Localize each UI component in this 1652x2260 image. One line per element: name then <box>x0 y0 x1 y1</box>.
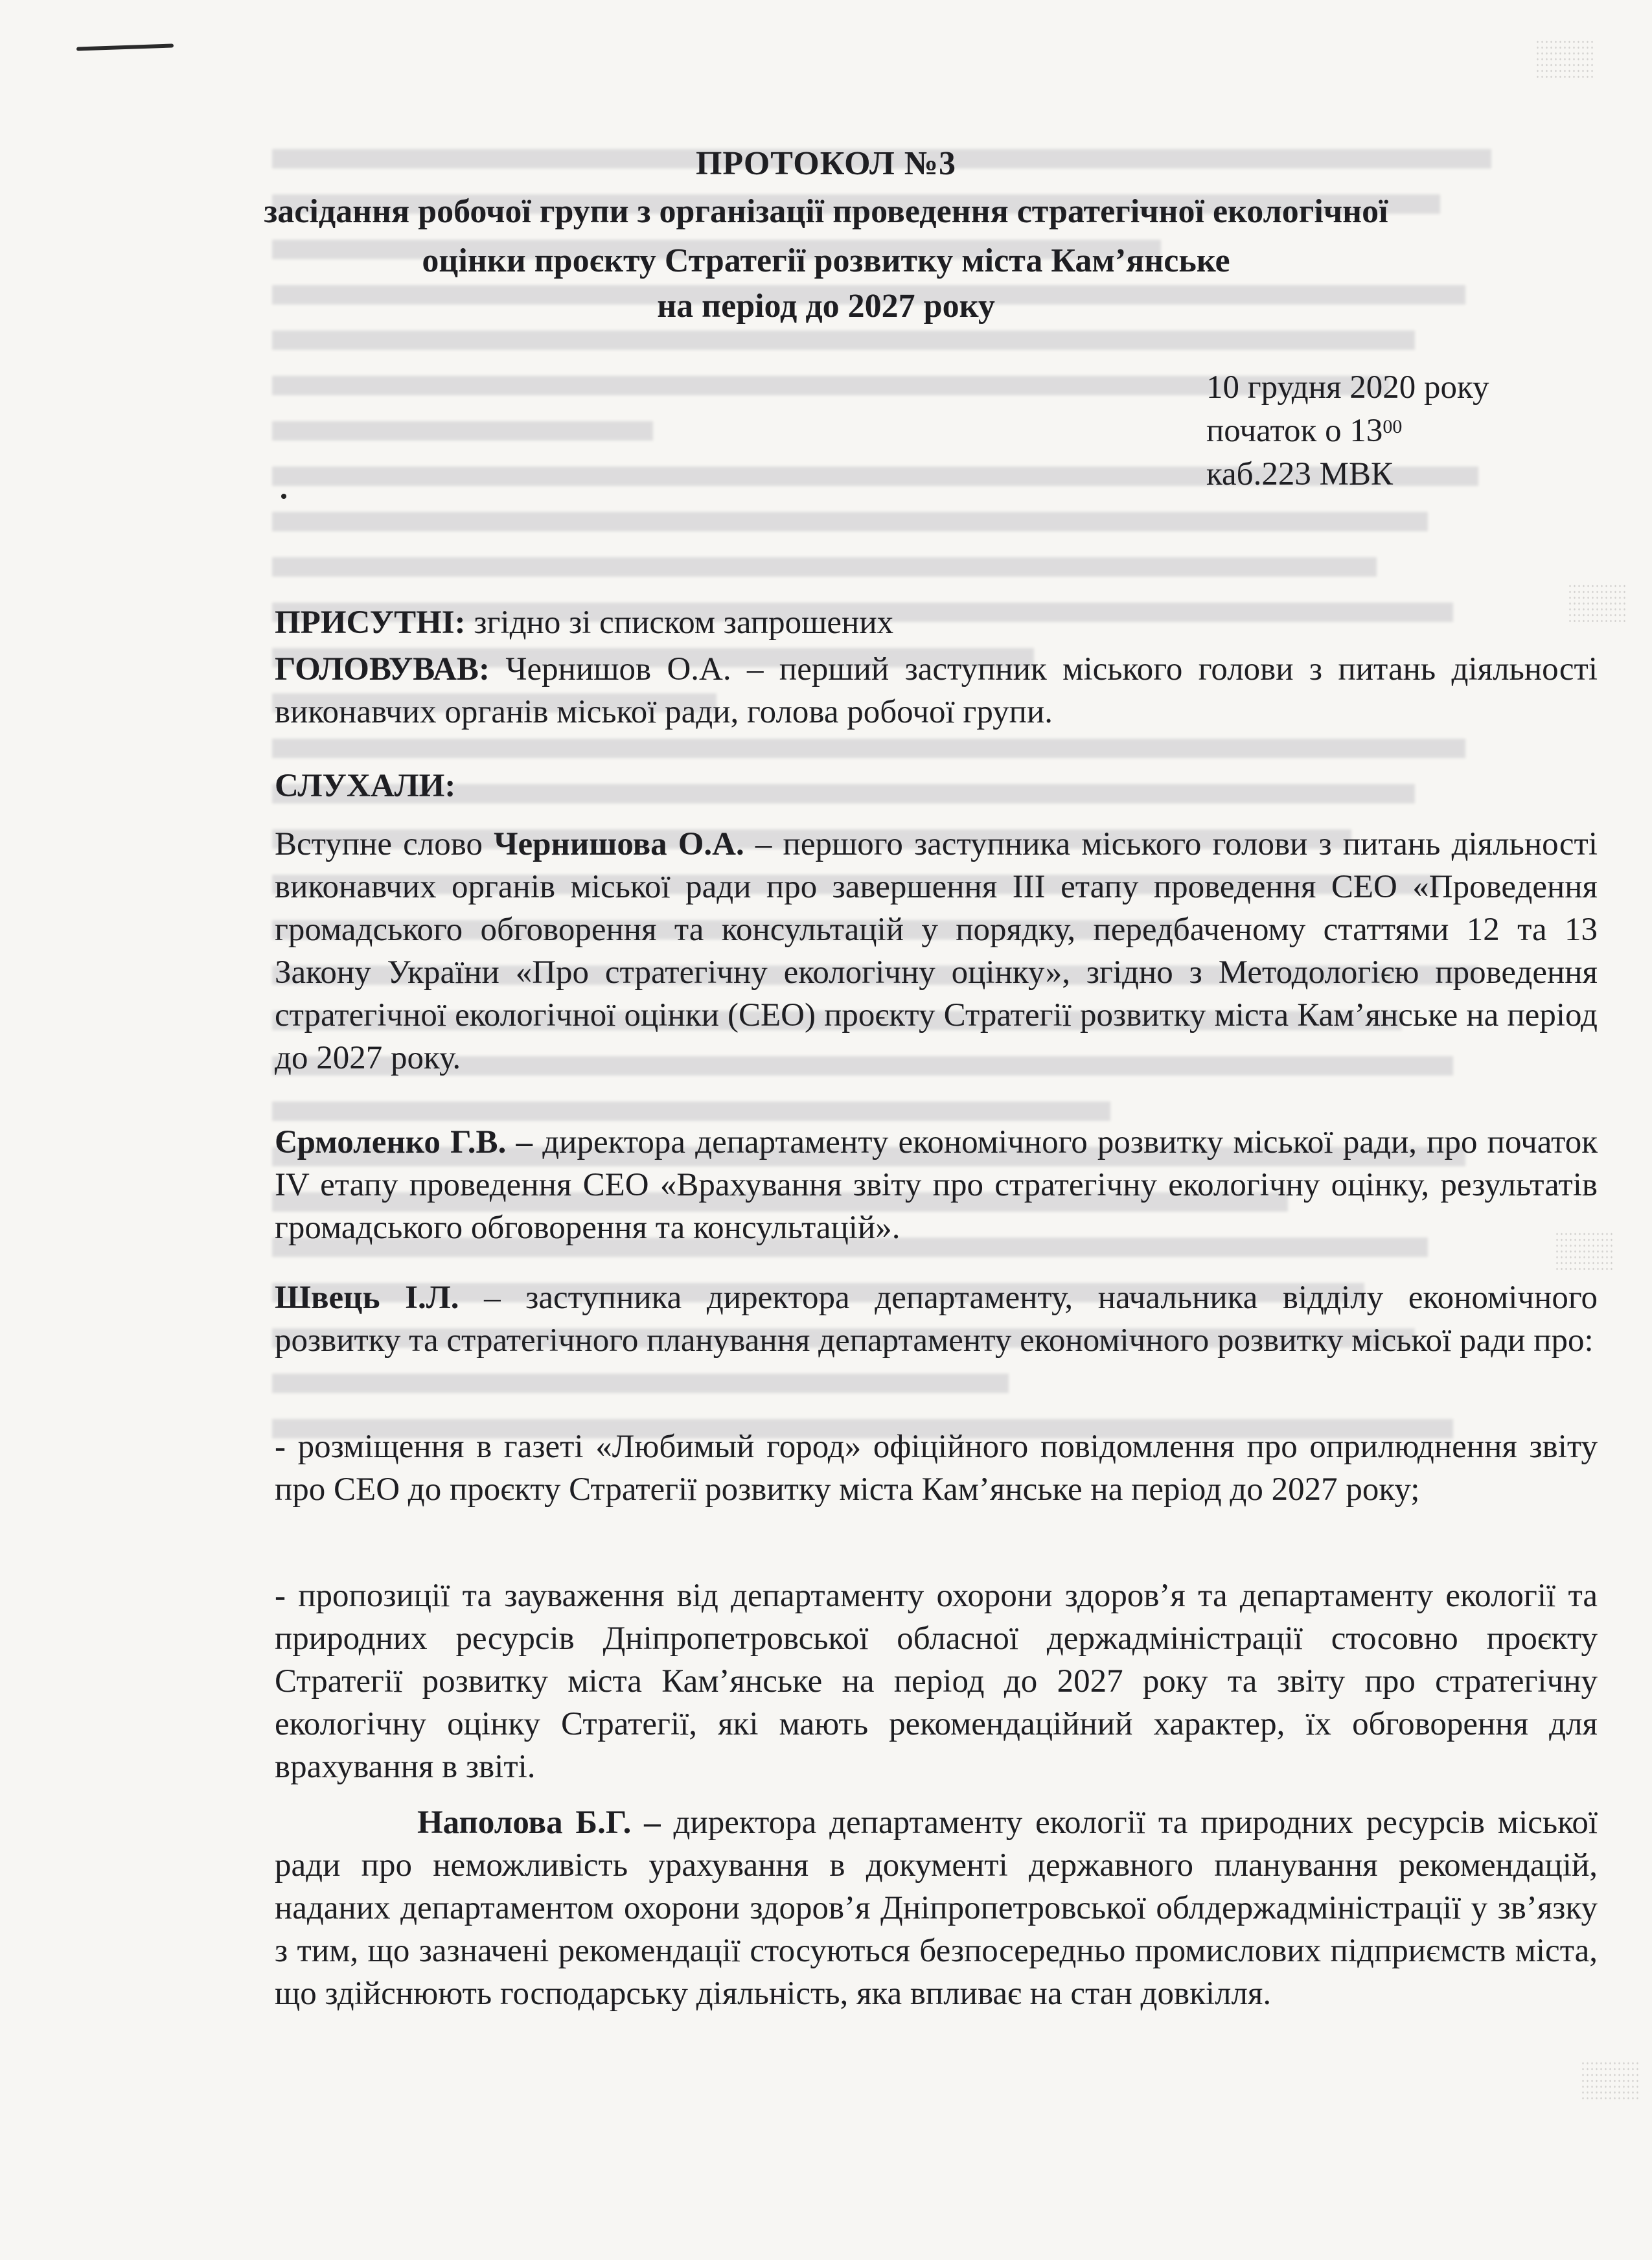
meeting-room: каб.223 МВК <box>1206 456 1393 492</box>
p1-intro: Вступне слово <box>275 826 494 862</box>
p2-speaker: Єрмоленко Г.В. – <box>275 1124 533 1160</box>
heard-paragraph-3 <box>275 1276 1598 1362</box>
heard-paragraph-1 <box>275 823 1598 1079</box>
start-time-text: початок о 13 <box>1206 413 1383 449</box>
list-item: - пропозиції та зауваження від департаменту охорони здоров’я та департаменту екології та природних ресурсів Дніпропетровської обласної держадміністрації стосовно проєкту Стратегії розвитку міста Кам’янське на період до 2027 року та звіту про стратегічну екологічну оцінку Стратегії, які мають рекомендаційний характер, їх обговорення для врахування в звіті. <box>275 1578 1598 1785</box>
heard-label: СЛУХАЛИ: <box>275 768 456 804</box>
chaired-text: Чернишов О.А. – перший заступник міського голови з питань діяльності виконавчих органів міської ради, голова робочої групи. <box>275 651 1598 730</box>
p4-text: директора департаменту екології та природних ресурсів міської ради про неможливість урахування в документі державного планування рекомендацій, наданих департаментом охорони здоров’я Дніпропетровської облдержадміністрації у зв’язку з тим, що зазначені рекомендації стосуються безпосередньо промислових підприємств міста, що здійснюють господарську діяльність, яка впливає на стан довкілля. <box>275 1805 1598 2012</box>
pen-mark <box>76 43 174 51</box>
present-text: згідно зі списком запрошених <box>465 605 894 641</box>
scan-noise <box>1535 39 1594 78</box>
stray-dot <box>281 494 286 499</box>
present-line <box>275 601 893 644</box>
p3-speaker: Швець І.Л. <box>275 1280 459 1316</box>
start-time-minutes: 00 <box>1382 416 1403 437</box>
p1-speaker: Чернишова О.А. <box>494 826 744 862</box>
p1-text: – першого заступника міського голови з питань діяльності виконавчих органів міської ради про завершення ІІІ етапу проведення СЕО «Проведення громадського обговорення та консультацій у порядку, передбаченому статтями 12 та 13 Закону України «Про стратегічну екологічну оцінку», згідно з Методологією проведення стратегічної екологічної оцінки (СЕО) проєкту Стратегії розвитку міста Кам’янське на період до 2027 року. <box>275 826 1598 1076</box>
chaired-label: ГОЛОВУВАВ: <box>275 651 490 687</box>
subtitle-line-1: засідання робочої групи з організації проведення стратегічної екологічної <box>264 193 1388 230</box>
subtitle-line-3: на період до 2027 року <box>657 288 995 325</box>
p2-text: директора департаменту економічного розвитку міської ради, про початок IV етапу проведення СЕО «Врахування звіту про стратегічну екологічну оцінку, результатів громадського обговорення та консультацій». <box>275 1124 1598 1246</box>
p4-speaker: Наполова Б.Г. – <box>417 1805 661 1841</box>
document-title: ПРОТОКОЛ №3 <box>695 145 957 182</box>
list-item: - розміщення в газеті «Любимый город» офіційного повідомлення про оприлюднення звіту про СЕО до проєкту Стратегії розвитку міста Кам’янське на період до 2027 року; <box>275 1429 1598 1508</box>
p3-text: – заступника директора департаменту, начальника відділу економічного розвитку та стратегічного планування департаменту економічного розвитку міської ради про: <box>275 1280 1598 1359</box>
heard-paragraph-4 <box>275 1801 1598 2015</box>
heard-heading <box>275 765 455 807</box>
scan-noise <box>1581 2060 1639 2099</box>
heard-paragraph-2 <box>275 1121 1598 1249</box>
subtitle-line-2: оцінки проєкту Стратегії розвитку міста Кам’янське <box>422 242 1230 279</box>
scan-noise <box>1568 583 1626 622</box>
present-label: ПРИСУТНІ: <box>275 605 466 641</box>
chaired-paragraph <box>275 648 1598 733</box>
meeting-date: 10 грудня 2020 року <box>1206 369 1489 406</box>
meeting-start-time <box>1206 411 1402 450</box>
